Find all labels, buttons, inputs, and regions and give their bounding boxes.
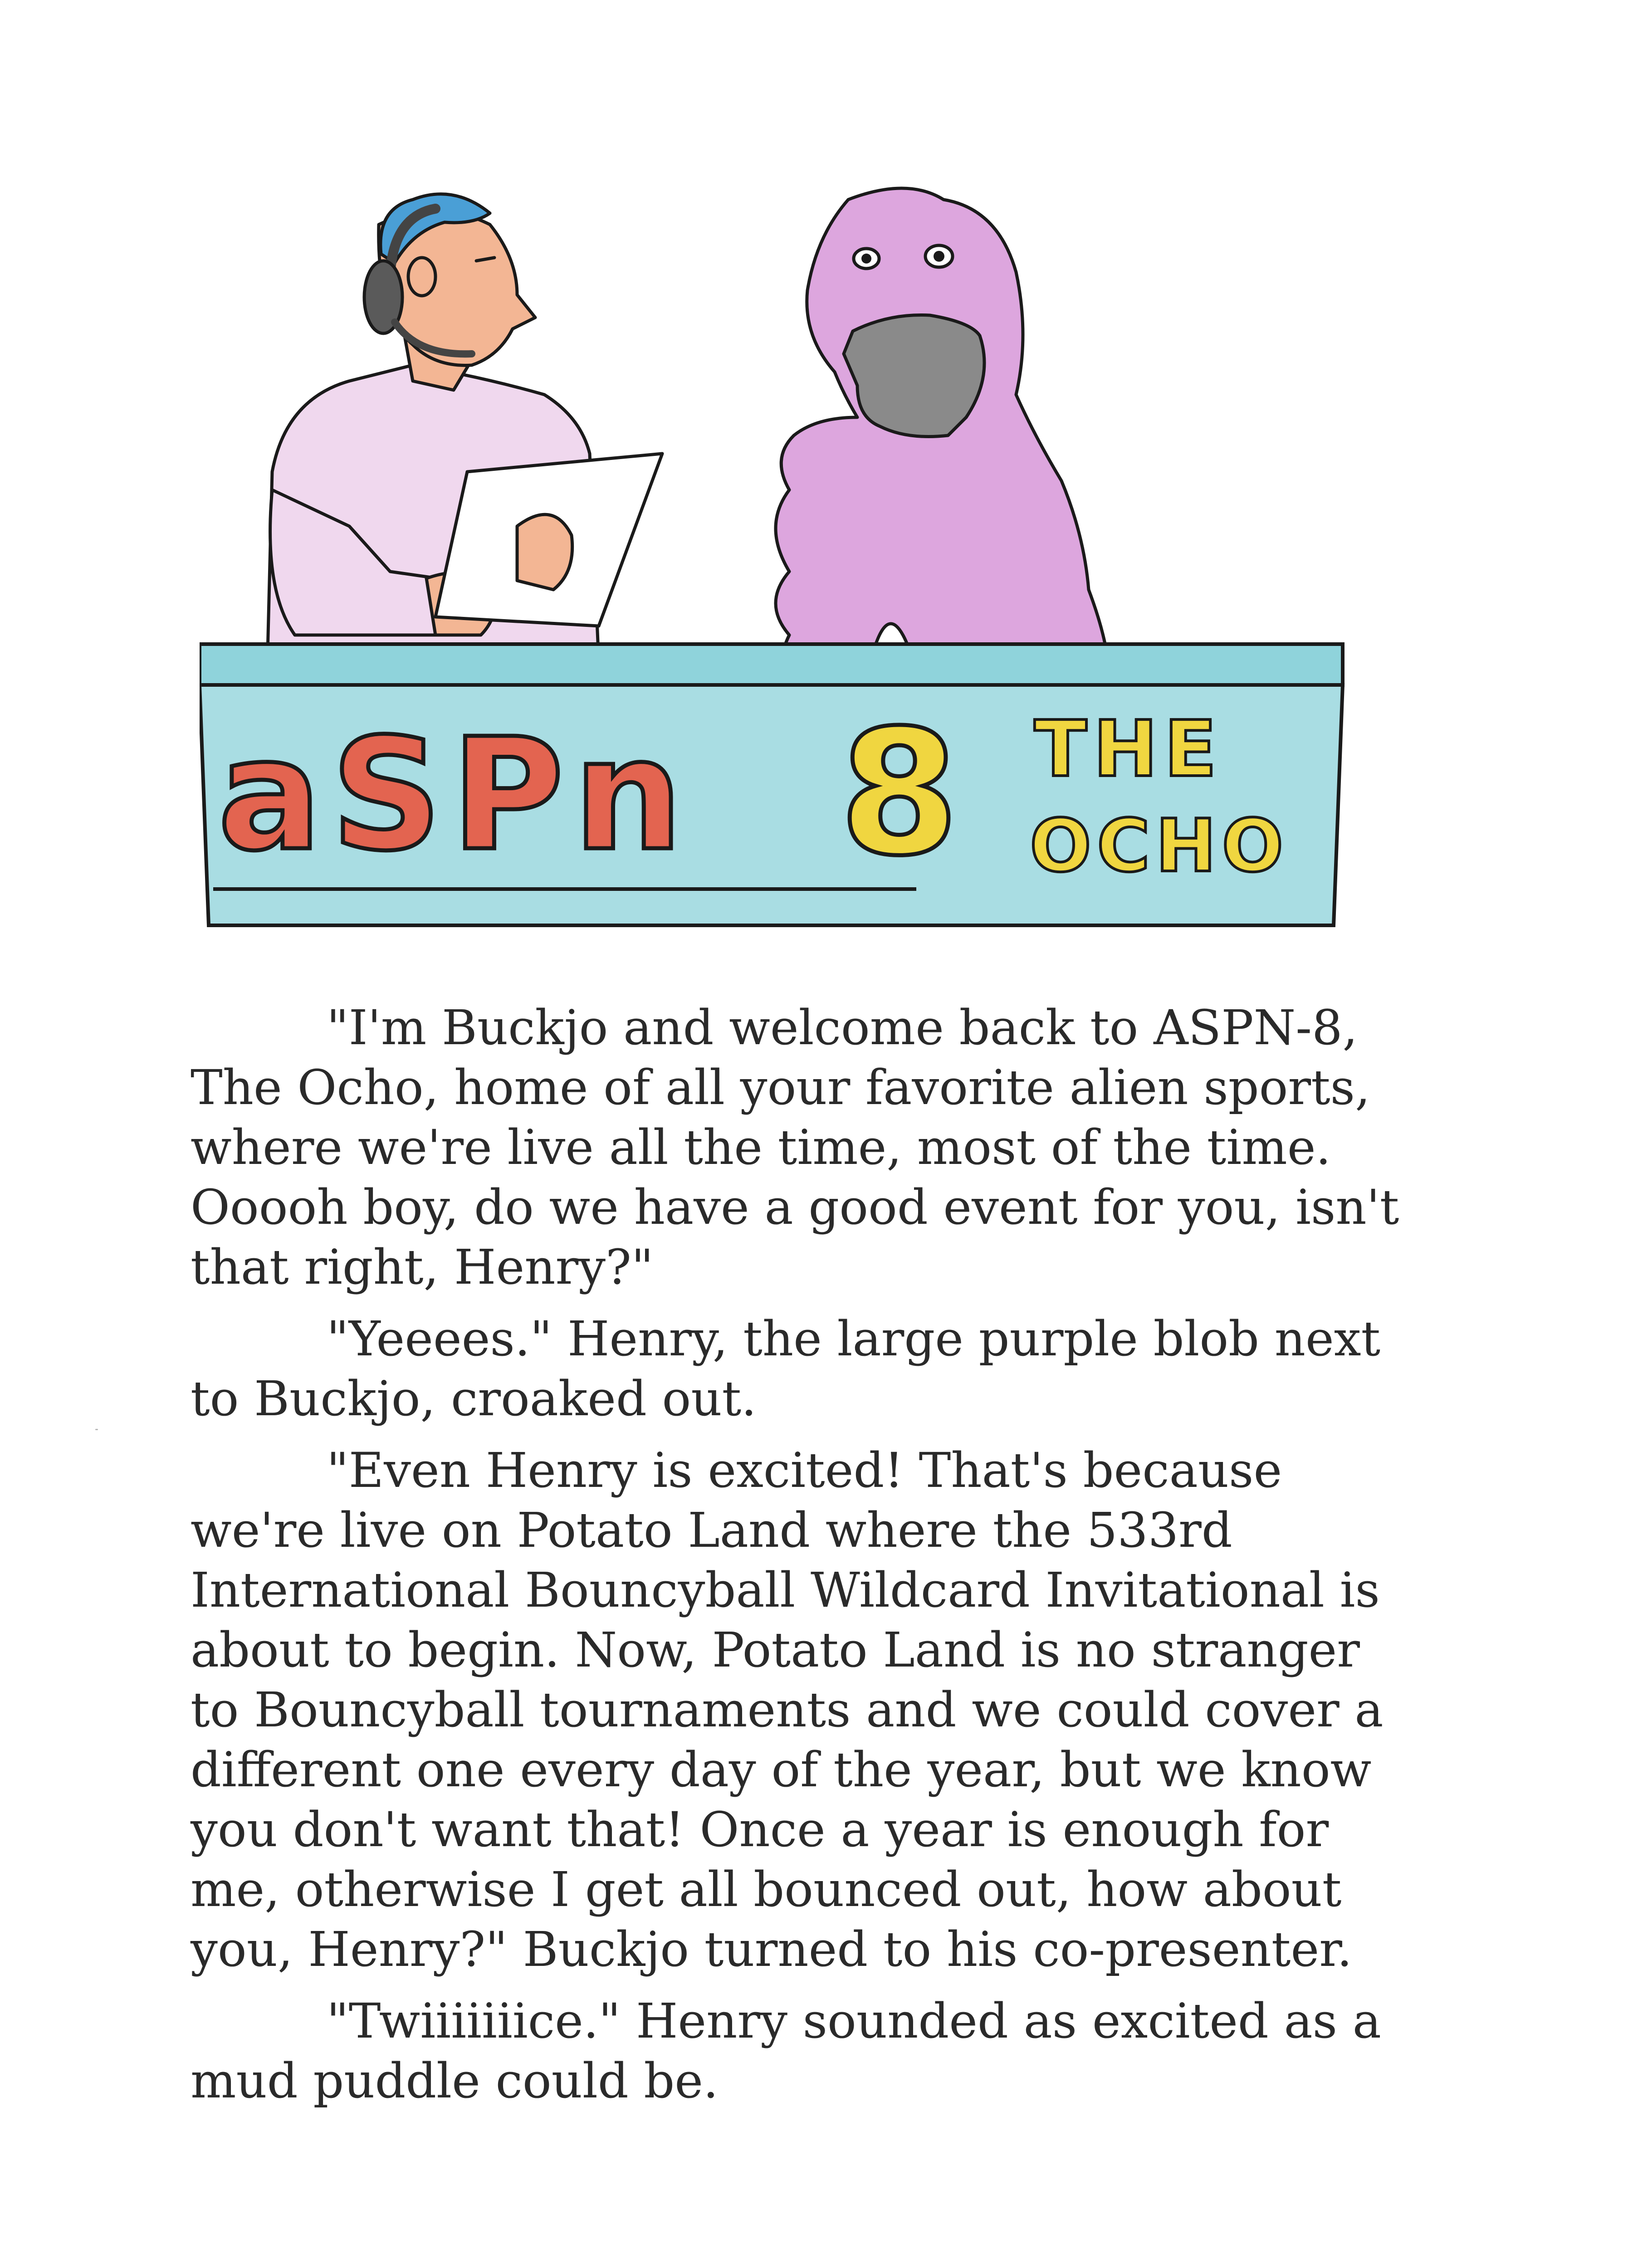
buckjo-ear bbox=[408, 258, 435, 296]
logo-number: 8 bbox=[839, 693, 959, 894]
paper-speck bbox=[95, 1429, 98, 1430]
script-hand bbox=[517, 514, 572, 590]
aspn-8-studio-illustration bbox=[200, 181, 1361, 953]
paragraph: "Even Henry is excited! That's because we're live on Potato Land where the 533rd International Bouncyball Wildcard Invitational is about to begin. Now, Potato Land is no stranger to Bouncyball tournaments and we could cover a different one every day of the year, but we know you don't want that! Once a year is enough for me, otherwise I get all bounced out, how about you, Henry?" Buckjo turned to his co-presenter. bbox=[191, 1442, 1384, 1977]
paragraph: "I'm Buckjo and welcome back to ASPN-8, The Ocho, home of all your favorite alien sports, where we're live all the time, most of the time. Ooooh boy, do we have a good event for you, isn't that right, Henry?" bbox=[191, 1000, 1399, 1295]
paragraph: "Yeeees." Henry, the large purple blob next to Buckjo, croaked out. bbox=[191, 1311, 1381, 1427]
desk-top bbox=[200, 644, 1343, 685]
paragraph: "Twiiiiiiice." Henry sounded as excited as a mud puddle could be. bbox=[191, 1993, 1381, 2109]
logo-brand: aSPn bbox=[218, 705, 692, 885]
buckjo-presenter bbox=[268, 194, 662, 662]
logo-ocho: OCHO bbox=[1030, 803, 1289, 888]
logo-the: THE bbox=[1034, 704, 1223, 794]
story-text bbox=[191, 998, 1406, 2123]
